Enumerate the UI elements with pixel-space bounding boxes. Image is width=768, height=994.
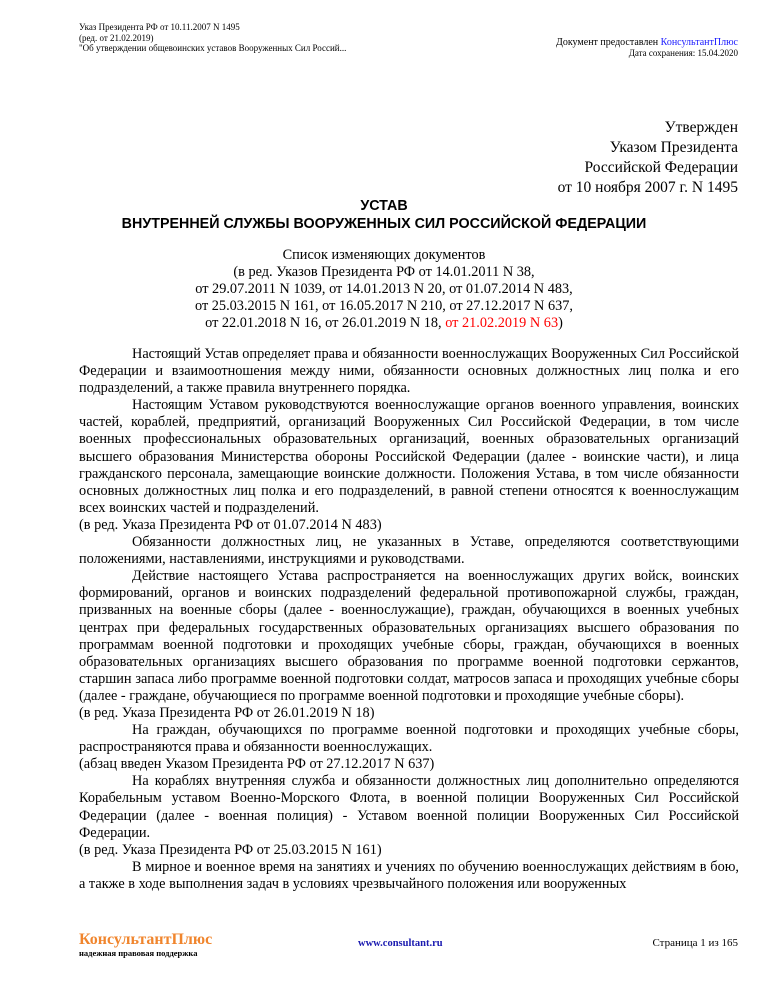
amendments-close-paren: ) bbox=[558, 315, 563, 331]
amendments-line-1: (в ред. Указов Президента РФ от 14.01.2011 N 38, bbox=[233, 264, 535, 280]
title-line-2: ВНУТРЕННЕЙ СЛУЖБЫ ВООРУЖЕННЫХ СИЛ РОССИЙСКОЙ ФЕДЕРАЦИИ bbox=[121, 216, 647, 232]
approval-line-2: Указом Президента bbox=[609, 139, 738, 156]
amendments-line-4-text: от 22.01.2018 N 16, от 26.01.2019 N 18, bbox=[205, 315, 446, 331]
page-number: Страница 1 из 165 bbox=[652, 937, 738, 949]
paragraph: Действие настоящего Устава распространяется на военнослужащих других войск, воинских формирований, органов и воинских подразделений федеральной противопожарной службы, граждан, призванных на военные сборы (далее - военнослужащие), граждан, обучающихся в военных учебных центрах при федеральных государственных образовательных организациях высшего образования по программам военной подготовки и проходящих учебные сборы, граждан, обучающихся в военных образовательных организациях высшего образования по программе военной подготовки сержантов, старшин запаса либо программе военной подготовки солдат, матросов запаса и проходящих учебные сборы (далее - граждане, обучающиеся по программе военной подготовки и проходящие учебные сборы). bbox=[79, 568, 739, 704]
approval-block bbox=[558, 118, 738, 198]
paragraph: Настоящий Устав определяет права и обязанности военнослужащих Вооруженных Сил Российской Федерации и взаимоотношения между ними, обязанности основных должностных лиц полка и его подразделений, а также правила внутреннего порядка. bbox=[79, 346, 739, 397]
header-decree-title: Указ Президента РФ от 10.11.2007 N 1495 bbox=[79, 22, 240, 32]
edition-note: (в ред. Указа Президента РФ от 01.07.2014 N 483) bbox=[79, 516, 382, 533]
provider-link[interactable]: КонсультантПлюс bbox=[660, 37, 738, 48]
document-header-info bbox=[79, 22, 346, 54]
latest-amendment-link[interactable]: от 21.02.2019 N 63 bbox=[445, 315, 559, 331]
approval-line-1: Утвержден bbox=[664, 119, 738, 136]
document-body bbox=[79, 346, 739, 893]
header-edition: (ред. от 21.02.2019) bbox=[79, 32, 154, 43]
edition-note: (в ред. Указа Президента РФ от 26.01.2019 N 18) bbox=[79, 704, 375, 721]
paragraph: Настоящим Уставом руководствуются военнослужащие органов военного управления, воинских частей, кораблей, предприятий, организаций Вооруженных Сил Российской Федерации, в том числе военных профессиональных образовательных организаций, военных образовательных организаций высшего образования Министерства обороны Российской Федерации (далее - воинские части), и лица гражданского персонала, замещающие воинские должности. Положения Устава, в том числе обязанности основных должностных лиц полка и его подразделений, в равной степени относятся к военнослужащим всех воинских частей и подразделений. bbox=[79, 397, 739, 516]
paragraph: На граждан, обучающихся по программе военной подготовки и проходящих учебные сборы, распространяются права и обязанности военнослужащих. bbox=[79, 722, 739, 756]
save-date: Дата сохранения: 15.04.2020 bbox=[628, 48, 738, 58]
brand-tagline: надежная правовая поддержка bbox=[79, 948, 198, 958]
paragraph: На кораблях внутренняя служба и обязанности должностных лиц дополнительно определяются Корабельным уставом Военно-Морского Флота, в военной полиции Вооруженных Сил Российской Федерации (далее - военная полиция) - Уставом военной полиции Вооруженных Сил Российской Федерации. bbox=[79, 773, 739, 841]
approval-line-3: Российской Федерации bbox=[584, 159, 738, 176]
amendments-heading: Список изменяющих документов bbox=[282, 247, 486, 263]
amendments-list bbox=[0, 247, 768, 332]
document-provider-info bbox=[556, 37, 738, 59]
website-link[interactable]: www.consultant.ru bbox=[358, 938, 443, 949]
header-decree-subject: "Об утверждении общевоинских уставов Вооруженных Сил Россий... bbox=[79, 43, 347, 53]
brand-name: КонсультантПлюс bbox=[79, 931, 213, 948]
document-title bbox=[0, 197, 768, 233]
amendments-line-3: от 25.03.2015 N 161, от 16.05.2017 N 210, от 27.12.2017 N 637, bbox=[195, 298, 573, 314]
consultant-logo bbox=[79, 931, 212, 958]
edition-note: (в ред. Указа Президента РФ от 25.03.2015 N 161) bbox=[79, 841, 382, 858]
approval-line-4: от 10 ноября 2007 г. N 1495 bbox=[557, 179, 738, 196]
paragraph: Обязанности должностных лиц, не указанных в Уставе, определяются соответствующими положениями, наставлениями, инструкциями и руководствами. bbox=[79, 534, 739, 568]
amendments-line-4 bbox=[0, 315, 768, 332]
title-line-1: УСТАВ bbox=[360, 198, 408, 214]
amendments-line-2: от 29.07.2011 N 1039, от 14.01.2013 N 20, от 01.07.2014 N 483, bbox=[195, 281, 573, 297]
edition-note: (абзац введен Указом Президента РФ от 27.12.2017 N 637) bbox=[79, 756, 435, 773]
provided-by-label: Документ предоставлен bbox=[556, 37, 661, 48]
paragraph: В мирное и военное время на занятиях и учениях по обучению военнослужащих действиям в бою, а также в ходе выполнения задач в условиях чрезвычайного положения или вооруженных bbox=[79, 858, 739, 892]
